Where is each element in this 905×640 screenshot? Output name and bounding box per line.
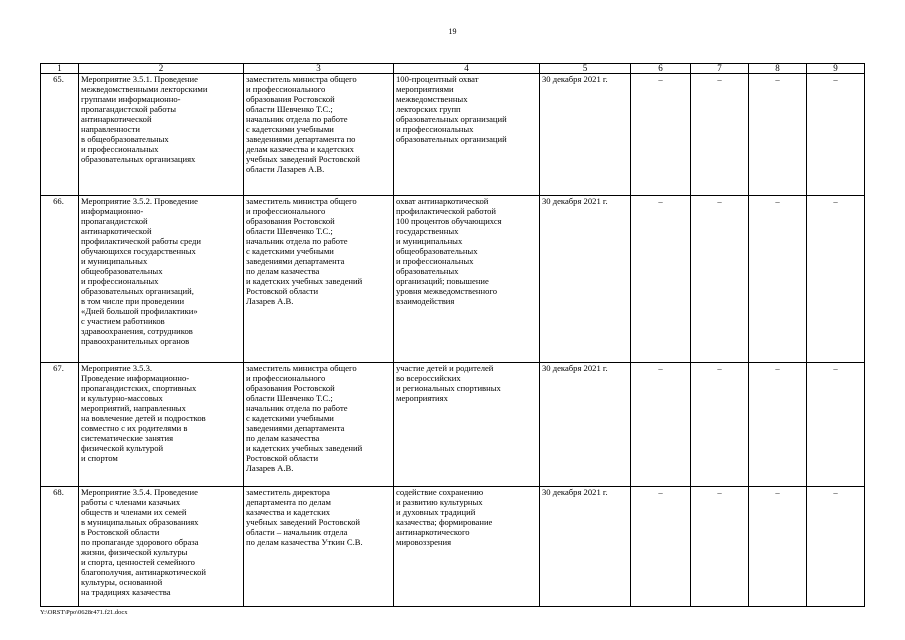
event-cell: Мероприятие 3.5.1. Проведение межведомственными лекторскими группами информационно- пропагандистской работы антинаркотической направленности в общеобразовательных и профессиональных образовательных организациях [79,74,244,196]
table-row [41,487,865,607]
dash-cell: – [631,363,691,487]
responsible-cell: заместитель директора департамента по делам казачества и кадетских учебных заведений Ростовской области – начальник отдела по делам казачества Уткин С.В. [244,487,394,607]
column-header: 2 [79,64,244,74]
date-cell: 30 декабря 2021 г. [540,487,631,607]
dash-cell: – [631,74,691,196]
row-number: 67. [41,363,79,487]
column-header: 8 [749,64,807,74]
result-cell: содействие сохранению и развитию культурных и духовных традиций казачества; формирование антинаркотического мировоззрения [394,487,540,607]
dash-cell: – [807,363,865,487]
file-path-footer: Y:\ORST\Ppo\0628r471.f21.docx [40,609,128,616]
date-cell: 30 декабря 2021 г. [540,363,631,487]
responsible-cell: заместитель министра общего и профессионального образования Ростовской области Шевченко Т.С.; начальник отдела по работе с кадетскими учебными заведениями департамента по делам казачества и кадетских учебных заведений Ростовской области Лазарев А.В. [244,74,394,196]
result-cell: 100-процентный охват мероприятиями межведомственных лекторских групп образовательных организаций и профессиональных образовательных организаций [394,74,540,196]
event-cell: Мероприятие 3.5.4. Проведение работы с членами казачьих обществ и членами их семей в муниципальных образованиях в Ростовской области по пропаганде здорового образа жизни, физической культуры и спорта, ценностей семейного благополучия, антинаркотической культуры, основанной на традициях казачества [79,487,244,607]
row-number: 65. [41,74,79,196]
event-cell: Мероприятие 3.5.2. Проведение информационно- пропагандистской антинаркотической профилактической работы среди обучающихся государственных и муниципальных общеобразовательных и профессиональных образовательных организаций, в том числе при проведении «Дней большой профилактики» с участием работников здравоохранения, сотрудников правоохранительных органов [79,196,244,363]
table-row [41,196,865,363]
column-header: 7 [691,64,749,74]
result-cell: участие детей и родителей во всероссийских и региональных спортивных мероприятиях [394,363,540,487]
dash-cell: – [807,196,865,363]
dash-cell: – [691,363,749,487]
dash-cell: – [807,74,865,196]
dash-cell: – [691,196,749,363]
date-cell: 30 декабря 2021 г. [540,196,631,363]
dash-cell: – [749,363,807,487]
dash-cell: – [631,487,691,607]
date-cell: 30 декабря 2021 г. [540,74,631,196]
column-header: 6 [631,64,691,74]
row-number: 66. [41,196,79,363]
dash-cell: – [807,487,865,607]
column-number-row [41,64,865,74]
responsible-cell: заместитель министра общего и профессионального образования Ростовской области Шевченко Т.С.; начальник отдела по работе с кадетскими учебными заведениями департамента по делам казачества и кадетских учебных заведений Ростовской области Лазарев А.В. [244,196,394,363]
column-header: 1 [41,64,79,74]
activities-table [40,63,865,607]
column-header: 9 [807,64,865,74]
dash-cell: – [691,74,749,196]
dash-cell: – [631,196,691,363]
dash-cell: – [749,487,807,607]
page-number: 19 [448,27,457,36]
column-header: 4 [394,64,540,74]
column-header: 5 [540,64,631,74]
responsible-cell: заместитель министра общего и профессионального образования Ростовской области Шевченко Т.С.; начальник отдела по работе с кадетскими учебными заведениями департамента по делам казачества и кадетских учебных заведений Ростовской области Лазарев А.В. [244,363,394,487]
table-row [41,363,865,487]
event-cell: Мероприятие 3.5.3. Проведение информационно- пропагандистских, спортивных и культурно-массовых мероприятий, направленных на вовлечение детей и подростков совместно с их родителями в систематические занятия физической культурой и спортом [79,363,244,487]
result-cell: охват антинаркотической профилактической работой 100 процентов обучающихся государственных и муниципальных общеобразовательных и профессиональных образовательных организаций; повышение уровня межведомственного взаимодействия [394,196,540,363]
dash-cell: – [749,74,807,196]
table-row [41,74,865,196]
dash-cell: – [691,487,749,607]
row-number: 68. [41,487,79,607]
column-header: 3 [244,64,394,74]
dash-cell: – [749,196,807,363]
